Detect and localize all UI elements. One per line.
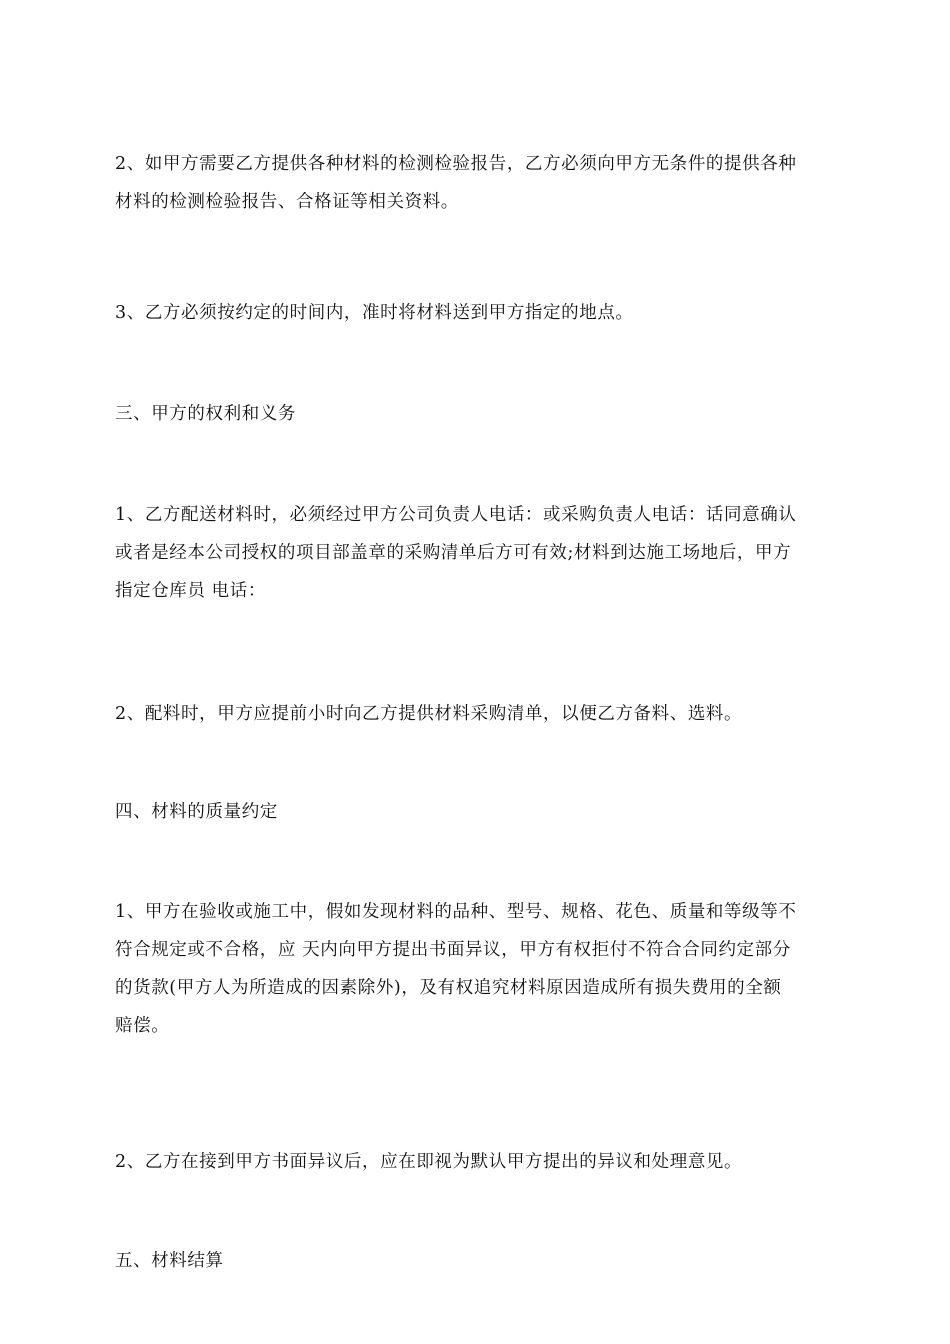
paragraph-3-2 [115,695,837,733]
paragraph-4-1 [115,893,837,1045]
text-line: 材料的检测检验报告、合格证等相关资料。 [115,192,459,212]
text-line: 赔偿。 [115,1016,170,1036]
text-line: 3、乙方必须按约定的时间内，准时将材料送到甲方指定的地点。 [115,303,634,323]
paragraph-4-2 [115,1143,837,1181]
text-line: 符合规定或不合格，应 天内向甲方提出书面异议，甲方有权拒付不符合合同约定部分 [115,940,791,960]
text-line: 或者是经本公司授权的项目部盖章的采购清单后方可有效;材料到达施工场地后，甲方 [115,543,792,563]
section-heading-5: 五、材料结算 [115,1251,224,1271]
text-line: 1、甲方在验收或施工中，假如发现材料的品种、型号、规格、花色、质量和等级等不 [115,902,797,922]
paragraph-2-3 [115,294,837,332]
section-heading-3: 三、甲方的权利和义务 [115,404,296,424]
text-line: 1、乙方配送材料时，必须经过甲方公司负责人电话：或采购负责人电话：话同意确认 [115,505,797,525]
text-line: 指定仓库员 电话： [115,581,266,601]
section-heading-4: 四、材料的质量约定 [115,802,278,822]
text-line: 2、如甲方需要乙方提供各种材料的检测检验报告，乙方必须向甲方无条件的提供各种 [115,154,797,174]
paragraph-3-1 [115,496,837,610]
text-line: 的货款(甲方人为所造成的因素除外)，及有权追究材料原因造成所有损失费用的全额 [115,978,782,998]
text-line: 2、配料时，甲方应提前小时向乙方提供材料采购清单，以便乙方备料、选料。 [115,704,743,724]
paragraph-2-2 [115,145,837,221]
text-line: 2、乙方在接到甲方书面异议后，应在即视为默认甲方提出的异议和处理意见。 [115,1152,743,1172]
